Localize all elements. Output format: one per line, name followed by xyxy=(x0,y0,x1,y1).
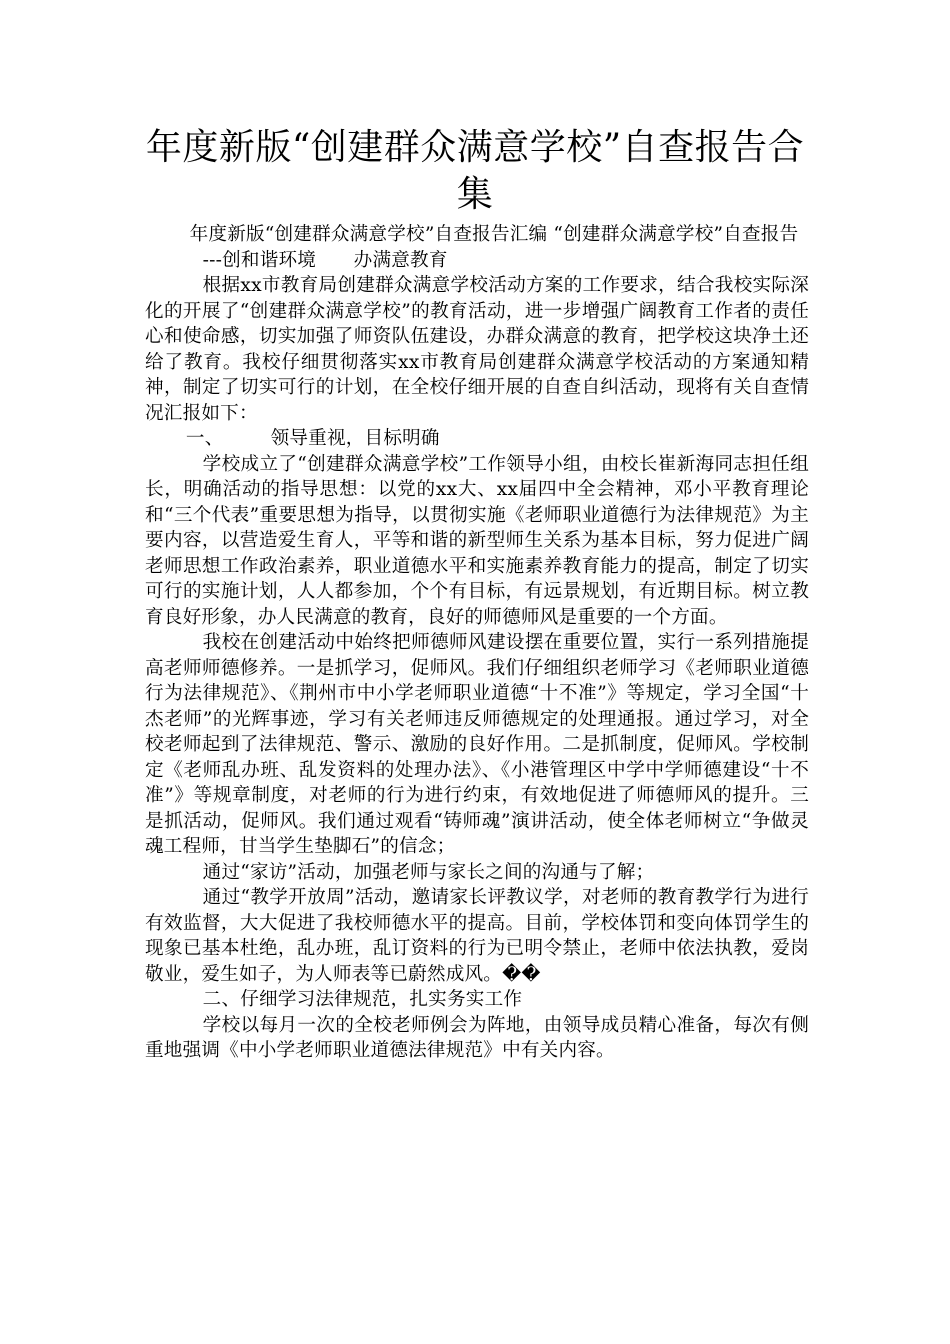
slogan-line: ---创和谐环境 办满意教育 xyxy=(202,249,448,271)
body-paragraph: 我校在创建活动中始终把师德师风建设摆在重要位置，实行一系列措施提高老师师德修养。一是抓学习，促师风。我们仔细组织老师学习《老师职业道德行为法律规范》、《荆州市中小学老师职业道德“十不准”》等规定，学习全国“十杰老师”的光辉事迹，学习有关老师违反师德规定的处理通报。通过学习，对全校老师起到了法律规范、警示、激励的良好作用。二是抓制度，促师风。学校制定《老师乱办班、乱发资料的处理办法》、《小港管理区中学中学师德建设“十不准”》等规章制度，对老师的行为进行约束，有效地促进了师德师风的提升。三是抓活动，促师风。我们通过观看“铸师魂”演讲活动，使全体老师树立“争做灵魂工程师，甘当学生垫脚石”的信念； xyxy=(145,632,809,857)
intro-paragraph: 根据xx市教育局创建群众满意学校活动方案的工作要求，结合我校实际深化的开展了“创建群众满意学校”的教育活动，进一步增强广阔教育工作者的责任心和使命感，切实加强了师资队伍建设，办群众满意的教育，把学校这块净土还给了教育。我校仔细贯彻落实xx市教育局创建群众满意学校活动的方案通知精神，制定了切实可行的计划，在全校仔细开展的自查自纠活动，现将有关自查情况汇报如下： xyxy=(145,275,809,424)
document-body xyxy=(145,222,809,1064)
body-paragraph: 学校成立了“创建群众满意学校”工作领导小组，由校长崔新海同志担任组长，明确活动的指导思想：以党的xx大、xx届四中全会精神，邓小平教育理论和“三个代表”重要思想为指导，以贯彻实施《老师职业道德行为法律规范》为主要内容，以营造爱生育人，平等和谐的新型师生关系为基本目标，努力促进广阔老师思想工作政治素养，职业道德水平和实施素养教育能力的提高，制定了切实可行的实施计划，人人都参加，个个有目标，有远景规划，有近期目标。树立教育良好形象，办人民满意的教育，良好的师德师风是重要的一个方面。 xyxy=(145,453,809,628)
section-heading-1: 一、 领导重视，目标明确 xyxy=(185,428,440,449)
document-title: 年度新版“创建群众满意学校”自查报告合集 xyxy=(145,127,805,215)
body-paragraph: 学校以每月一次的全校老师例会为阵地，由领导成员精心准备，每次有侧重地强调《中小学老师职业道德法律规范》中有关内容。 xyxy=(145,1014,809,1061)
subtitle-paragraph: 年度新版“创建群众满意学校”自查报告汇编 “创建群众满意学校”自查报告 xyxy=(189,224,799,245)
body-paragraph: 通过“教学开放周”活动，邀请家长评教议学，对老师的教育教学行为进行有效监督，大大促进了我校师德水平的提高。目前，学校体罚和变向体罚学生的现象已基本杜绝，乱办班，乱订资料的行为已明令禁止，老师中依法执教，爱岗敬业，爱生如子，为人师表等已蔚然成风。�� xyxy=(145,887,809,985)
section-heading-2: 二、仔细学习法律规范，扎实务实工作 xyxy=(202,989,523,1010)
body-paragraph: 通过“家访”活动，加强老师与家长之间的沟通与了解； xyxy=(202,861,655,883)
